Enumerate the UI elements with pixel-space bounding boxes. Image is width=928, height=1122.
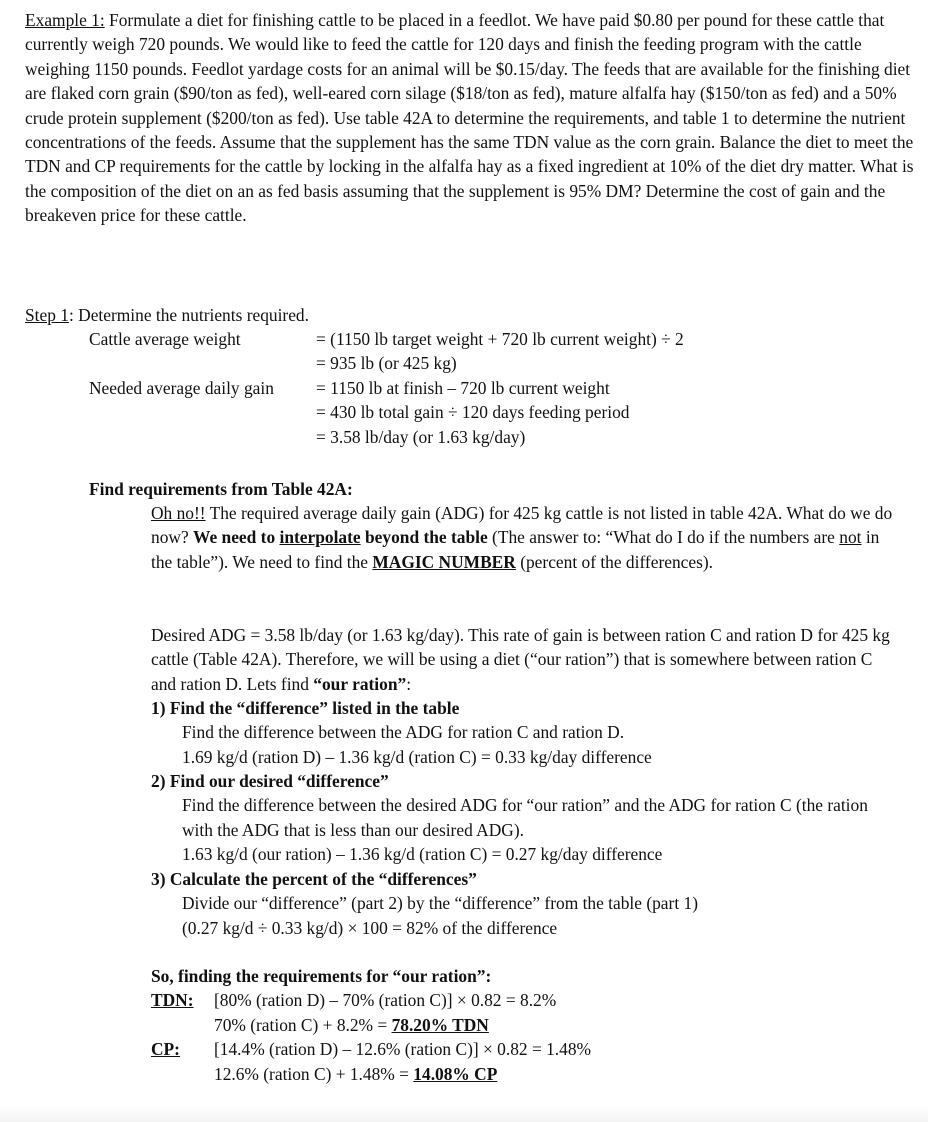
bold-text xyxy=(193,527,488,547)
intro-text: Formulate a diet for finishing cattle to be placed in a feedlot. We have paid $0.80 per pound for these cattle that currently weigh 720 pounds. We would like to feed the cattle for 120 days and finish the feeding program with the cattle weighing 1150 pounds. Feedlot yardage costs for an animal will be $0.15/day. The feeds that are available for the finishing diet are flaked corn grain ($90/ton as fed), well-eared corn silage ($18/ton as fed), mature alfalfa hay ($150/ton as fed) and a 50% crude protein supplement ($200/ton as fed). Use table 42A to determine the requirements, and table 1 to determine the nutrient concentrations of the feeds. Assume that the supplement has the same TDN value as the corn grain. Balance the diet to meet the TDN and CP requirements for the cattle by locking in the alfalfa hay as a fixed ingredient at 10% of the diet dry matter. What is the composition of the diet on an as fed basis assuming that the supplement is 95% DM? Determine the cost of gain and the breakeven price for these cattle. xyxy=(25,10,914,226)
tdn-row xyxy=(151,988,591,1012)
cp-label: CP: xyxy=(151,1039,180,1060)
paragraph-text: (The answer to: “What do I do if the numbers are xyxy=(487,527,840,548)
calc-value: = 430 lb total gain ÷ 120 days feeding period xyxy=(316,402,630,423)
calc-row xyxy=(89,400,684,424)
step-difference-table xyxy=(151,696,901,769)
not-term: not xyxy=(839,527,862,548)
calc-value: = 1150 lb at finish – 720 lb current weight xyxy=(316,377,610,398)
step-line: Find the difference between the ADG for ration C and ration D. xyxy=(182,722,625,743)
paragraph-text: Desired ADG = 3.58 lb/day (or 1.63 kg/day). This rate of gain is between ration C and ration D for 425 kg cattle (Table 42A). Therefore, we will be using a diet (“our ration”) that is somewhere between ration C and ration D. Lets find xyxy=(151,625,890,694)
calc-label xyxy=(89,425,316,449)
requirements-summary xyxy=(151,964,591,1086)
bold-part: We need to xyxy=(193,527,280,548)
cp-row xyxy=(151,1062,591,1086)
calc-label: Cattle average weight xyxy=(89,329,241,349)
step-desired-difference xyxy=(151,769,901,867)
bold-part: beyond the table xyxy=(360,527,488,548)
step1-heading xyxy=(25,303,309,327)
step1-text: : Determine the nutrients required. xyxy=(68,305,309,325)
tdn-result: 78.20% TDN xyxy=(391,1014,489,1035)
desired-adg-paragraph xyxy=(151,623,896,696)
magic-number-term: MAGIC NUMBER xyxy=(372,551,516,572)
spacer xyxy=(151,1013,214,1037)
step-line: Find the difference between the desired ADG for “our ration” and the ADG for ration C (the ration with the ADG that is less than our desired ADG). xyxy=(182,795,868,840)
step-title: 2) Find our desired “difference” xyxy=(151,771,389,791)
step1-label: Step 1 xyxy=(25,305,69,325)
step-line: 1.63 kg/d (our ration) – 1.36 kg/d (ration C) = 0.27 kg/day difference xyxy=(182,844,663,865)
page-bottom-edge xyxy=(0,1106,928,1122)
step-line: (0.27 kg/d ÷ 0.33 kg/d) × 100 = 82% of the difference xyxy=(182,917,558,938)
oh-no-text: Oh no!! xyxy=(151,503,206,523)
cp-line-1: [14.4% (ration D) – 12.6% (ration C)] × 0.82 = 1.48% xyxy=(214,1039,592,1060)
calc-row xyxy=(89,376,684,400)
example-title: Example 1: xyxy=(25,10,105,30)
cp-result: 14.08% CP xyxy=(413,1063,498,1084)
interpolate-term: interpolate xyxy=(279,527,361,548)
step-title: 3) Calculate the percent of the “differences” xyxy=(151,869,477,889)
cp-line-2-text: 12.6% (ration C) + 1.48% = xyxy=(214,1063,414,1084)
paragraph-text: : xyxy=(406,673,412,694)
step-line: 1.69 kg/d (ration D) – 1.36 kg/d (ration C) = 0.33 kg/day difference xyxy=(182,746,652,767)
calc-value: = 3.58 lb/day (or 1.63 kg/day) xyxy=(316,426,526,447)
our-ration-term: “our ration” xyxy=(313,673,407,694)
example-intro xyxy=(25,8,915,228)
calc-row xyxy=(89,327,684,351)
paragraph-text: in the table”). We need to find the xyxy=(151,527,880,572)
calc-row xyxy=(89,351,684,375)
so-heading: So, finding the requirements for “our ration”: xyxy=(151,966,492,986)
spacer xyxy=(151,1062,214,1086)
step-percent-differences xyxy=(151,867,901,940)
cp-row xyxy=(151,1037,591,1061)
calc-label: Needed average daily gain xyxy=(89,377,274,398)
tdn-line-1: [80% (ration D) – 70% (ration C)] × 0.82 = 8.2% xyxy=(214,990,557,1011)
paragraph-text: (percent of the differences). xyxy=(515,551,713,572)
tdn-line-2-text: 70% (ration C) + 8.2% = xyxy=(214,1014,392,1035)
cp-line-2 xyxy=(214,1062,497,1086)
tdn-label: TDN: xyxy=(151,990,194,1011)
find-requirements-heading: Find requirements from Table 42A: xyxy=(89,479,353,499)
tdn-row xyxy=(151,1013,591,1037)
step1-calculations xyxy=(89,327,684,449)
calc-label xyxy=(89,351,316,375)
calc-row xyxy=(89,425,684,449)
tdn-line-2 xyxy=(214,1013,489,1037)
step-title: 1) Find the “difference” listed in the table xyxy=(151,698,460,718)
calc-value: = 935 lb (or 425 kg) xyxy=(316,353,457,374)
calc-value: = (1150 lb target weight + 720 lb current weight) ÷ 2 xyxy=(316,329,684,349)
calc-label xyxy=(89,400,316,424)
paragraph-text: The required average daily gain (ADG) for 425 kg cattle is not listed in table 42A. What do we do now? xyxy=(151,503,893,548)
step-line: Divide our “difference” (part 2) by the “difference” from the table (part 1) xyxy=(182,893,698,914)
intro-paragraph xyxy=(25,8,915,228)
interpolation-paragraph xyxy=(151,501,896,574)
